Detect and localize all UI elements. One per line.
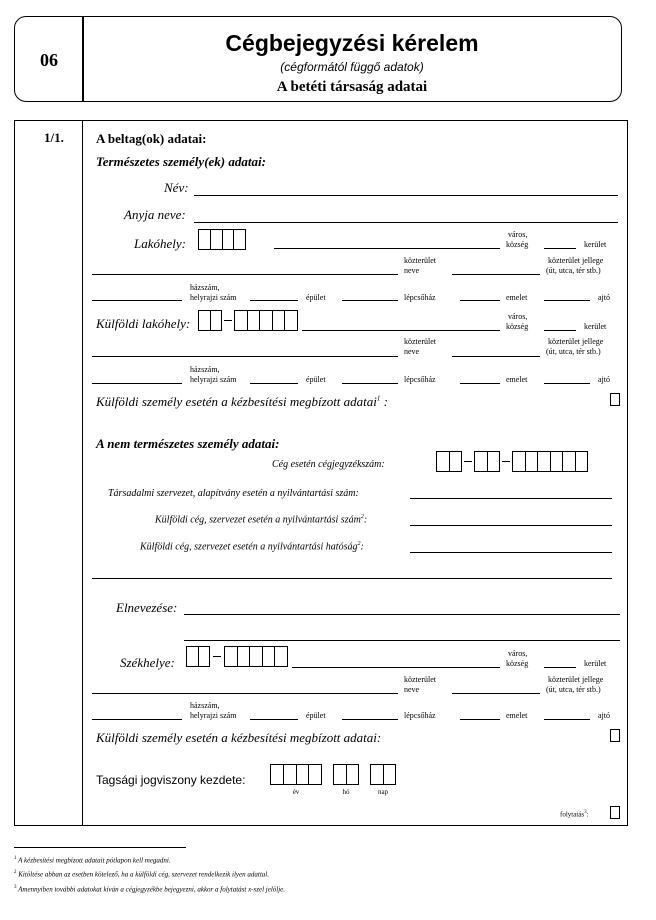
foreign-floor-field[interactable] [460,383,500,384]
code-box [14,16,84,102]
seat-lot-number-label: helyrajzi szám [190,711,237,720]
year-boxes[interactable] [270,764,322,785]
district-label: kerület [584,240,607,249]
org-reg-label: Társadalmi szervezet, alapítvány esetén a nyilvántartási szám: [108,488,359,499]
foreign-reg-field[interactable] [410,525,612,526]
reg-no-label: Cég esetén cégjegyzékszám: [272,459,385,470]
entity-name-field[interactable] [184,614,620,615]
building-field[interactable] [250,300,298,301]
reg-dash-1 [464,461,472,462]
foreign-street-name-label-2: neve [404,347,420,356]
foreign-house-number-field[interactable] [92,383,182,384]
foreign-city-label-2: község [506,322,529,331]
entity-name-field-2[interactable] [184,640,620,641]
legal-entity-heading: A nem természetes személy adatai: [96,436,280,451]
month-boxes[interactable] [333,764,359,785]
seat-staircase-field[interactable] [342,719,398,720]
foreign-reg-label: Külföldi cég, szervezet esetén a nyilvántartási szám$^2$: [155,514,368,526]
foreign-address-label: Külföldi lakóhely: [96,316,191,331]
day-boxes[interactable] [370,764,396,785]
foreign-street-type-field[interactable] [452,356,540,357]
foreign-floor-label: emelet [506,375,528,384]
agent-checkbox-2[interactable] [610,729,620,742]
foreign-district-field[interactable] [544,330,576,331]
org-reg-field[interactable] [410,498,612,499]
address-label: Lakóhely: [134,236,186,251]
page-title: Cégbejegyzési kérelem [225,30,479,56]
entity-name-label: Elnevezése: [116,600,178,615]
staircase-label: lépcsőház [404,293,436,302]
city-label: város, [508,230,528,239]
seat-street-name-field[interactable] [92,693,398,694]
seat-postal-prefix-boxes[interactable] [186,646,210,667]
street-name-label: közterület [404,256,436,265]
foreign-authority-field[interactable] [410,552,612,553]
city-label-2: község [506,240,529,249]
foreign-district-label: kerület [584,322,607,331]
foreign-city-label: város, [508,312,528,321]
section-title: A betéti társaság adatai [276,79,428,95]
postal-dash [224,320,232,321]
frame-divider [82,120,83,826]
foreign-lot-number-label: helyrajzi szám [190,375,237,384]
footnote-separator [14,847,186,848]
name-label: Név: [164,180,189,195]
foreign-house-number-label: házszám, [190,365,220,374]
continuation-checkbox[interactable] [610,806,620,819]
street-type-field[interactable] [452,274,540,275]
seat-building-label: épület [306,711,326,720]
seat-street-name-label-2: neve [404,685,420,694]
reg-no-court-boxes[interactable] [436,451,462,472]
street-type-label: közterület jellege [548,256,604,265]
seat-district-field[interactable] [544,667,576,668]
street-name-field[interactable] [92,274,398,275]
staircase-field[interactable] [342,300,398,301]
seat-floor-field[interactable] [460,719,500,720]
street-type-label-2: (út, utca, tér stb.) [546,266,601,275]
district-field[interactable] [544,248,576,249]
seat-building-field[interactable] [250,719,298,720]
seat-city-field[interactable] [292,667,500,668]
seat-street-type-field[interactable] [452,693,540,694]
agent-checkbox[interactable] [610,393,620,406]
seat-street-type-label-2: (út, utca, tér stb.) [546,685,601,694]
door-label: ajtó [598,293,610,302]
seat-postal-code-boxes[interactable] [224,646,288,667]
house-number-label: házszám, [190,283,220,292]
seat-city-label: város, [508,649,528,658]
seat-house-number-field[interactable] [92,719,182,720]
foreign-staircase-field[interactable] [342,383,398,384]
building-label: épület [306,293,326,302]
foreign-street-type-label: közterület jellege [548,337,604,346]
page-subtitle: (cégformától függő adatok) [280,60,424,74]
foreign-street-name-field[interactable] [92,356,398,357]
seat-district-label: kerület [584,659,607,668]
seat-city-label-2: község [506,659,529,668]
reg-no-serial-boxes[interactable] [512,451,588,472]
foreign-authority-label: Külföldi cég, szervezet esetén a nyilvántartási hatóság$^2$: [140,541,364,553]
year-label: év [292,788,300,796]
foreign-street-name-label: közterület [404,337,436,346]
form-frame [14,120,628,826]
door-field[interactable] [544,300,590,301]
floor-label: emelet [506,293,528,302]
reg-dash-2 [502,461,510,462]
seat-street-name-label: közterület [404,675,436,684]
membership-start-label: Tagsági jogviszony kezdete: [96,773,246,787]
form-code: 06 [40,50,58,70]
foreign-street-type-label-2: (út, utca, tér stb.) [546,347,601,356]
natural-person-heading: Természetes személy(ek) adatai: [96,154,266,169]
reg-no-form-boxes[interactable] [474,451,500,472]
city-field[interactable] [274,248,500,249]
foreign-postal-prefix-boxes[interactable] [198,310,222,331]
continuation-label: folytatás$^3$: [560,810,589,819]
agent-label-2: Külföldi személy esetén a kézbesítési megbízott adatai: [96,730,382,745]
mother-name-label: Anyja neve: [124,207,186,222]
seat-floor-label: emelet [506,711,528,720]
seat-door-label: ajtó [598,711,610,720]
footnote-2: $^2$ Kitöltése abban az esetben kötelező, ha a külföldi cég, szervezet rendelkezik ilyen adattal. [14,870,269,879]
seat-postal-dash [213,656,221,657]
foreign-postal-code-boxes[interactable] [234,310,298,331]
foreign-door-label: ajtó [598,375,610,384]
footnote-1: $^1$ A kézbesítési megbízott adatait pótlapon kell megadni. [14,856,171,865]
month-label: hó [342,788,350,796]
seat-door-field[interactable] [544,719,590,720]
foreign-door-field[interactable] [544,383,590,384]
mother-name-field[interactable] [194,222,618,223]
house-number-field[interactable] [92,300,182,301]
seat-label: Székhelye: [120,655,175,670]
footnote-3: $^3$ Amennyiben további adatokat kíván a cégjegyzékbe bejegyezni, akkor a folytatást x-szel jelölje. [14,885,286,894]
item-number: 1/1. [44,130,64,145]
foreign-building-field[interactable] [250,383,298,384]
members-heading: A beltag(ok) adatai: [96,131,207,146]
title-box [82,16,622,102]
seat-house-number-label: házszám, [190,701,220,710]
lot-number-label: helyrajzi szám [190,293,237,302]
foreign-authority-field-2[interactable] [92,578,612,579]
foreign-city-field[interactable] [302,330,500,331]
seat-staircase-label: lépcsőház [404,711,436,720]
day-label: nap [377,788,389,796]
floor-field[interactable] [460,300,500,301]
name-field[interactable] [194,195,618,196]
street-name-label-2: neve [404,266,420,275]
agent-label: Külföldi személy esetén a kézbesítési megbízott adatai$^1$ : [96,394,388,409]
foreign-building-label: épület [306,375,326,384]
foreign-staircase-label: lépcsőház [404,375,436,384]
postal-code-boxes[interactable] [198,229,246,250]
seat-street-type-label: közterület jellege [548,675,604,684]
